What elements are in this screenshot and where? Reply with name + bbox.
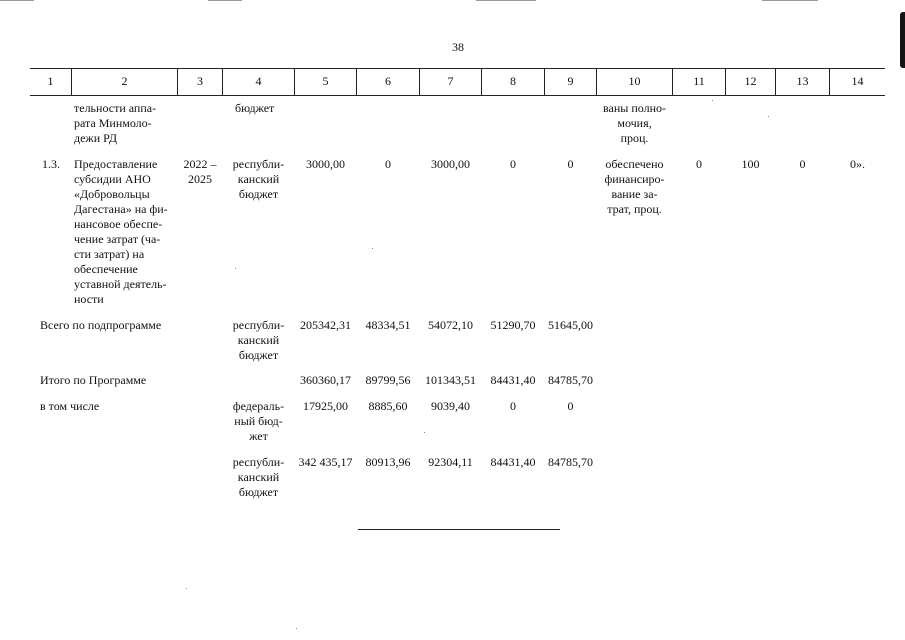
column-header: 13	[796, 74, 809, 88]
item-value-col8: 0	[510, 157, 516, 171]
column-header: 4	[255, 74, 262, 88]
item-value-col6: 0	[385, 157, 391, 171]
scan-edge-line	[208, 0, 242, 1]
subprogram-budget-source: республи- канский бюджет	[232, 318, 285, 362]
continuation-description: тельности аппа- рата Минмоло- дежи РД	[74, 101, 157, 145]
item-value-col9: 0	[567, 157, 574, 171]
column-header: 7	[447, 74, 454, 88]
scan-speck	[235, 268, 236, 269]
republic-value-col7: 92304,11	[428, 455, 473, 469]
scan-speck	[186, 588, 187, 589]
item-budget-source: республи- канский бюджет	[232, 157, 285, 201]
scan-edge-line	[762, 0, 818, 1]
column-header: 10	[628, 74, 641, 88]
column-header: 14	[851, 74, 864, 88]
column-header: 5	[322, 74, 329, 88]
federal-value-col7: 9039,40	[431, 399, 470, 413]
subprogram-value-col7: 54072,10	[428, 318, 473, 332]
federal-value-col8: 0	[510, 399, 516, 413]
subprogram-value-col5: 205342,31	[300, 318, 351, 332]
program-value-col5: 360360,17	[300, 373, 351, 387]
column-header: 2	[121, 74, 128, 88]
federal-value-col9: 0	[567, 399, 574, 413]
subprogram-value-col8: 51290,70	[490, 318, 536, 332]
table-header-bottom-rule	[30, 95, 885, 96]
program-value-col6: 89799,56	[365, 373, 411, 387]
item-value-col14: 0».	[850, 157, 865, 171]
program-value-col7: 101343,51	[425, 373, 476, 387]
scan-speck	[296, 628, 297, 629]
item-period: 2022 – 2025	[183, 157, 217, 186]
program-total-label: Итого по Программе	[40, 373, 147, 387]
including-label: в том числе	[40, 399, 100, 413]
column-header: 6	[385, 74, 391, 88]
program-value-col9: 84785,70	[548, 373, 593, 387]
item-value-col5: 3000,00	[306, 157, 345, 171]
scan-speck	[768, 116, 769, 117]
item-indicator: обеспечено финансиро- вание за- трат, проц.	[604, 157, 665, 216]
column-header: 1	[47, 74, 54, 88]
item-description: Предоставление субсидии АНО «Добровольцы Дагестана» на фи- нансовое обеспе- чение затрат (ча- сти затрат) на обеспечение уставной деятель- ности	[74, 157, 168, 306]
scan-speck	[424, 432, 425, 433]
item-value-col11: 0	[696, 157, 702, 171]
column-header: 11	[693, 74, 705, 88]
republic-value-col8: 84431,40	[490, 455, 536, 469]
item-value-col7: 3000,00	[431, 157, 470, 171]
federal-budget-source: федераль- ный бюд- жет	[232, 399, 285, 443]
scan-edge-mark	[900, 12, 905, 68]
item-value-col13: 0	[799, 157, 806, 171]
subprogram-value-col6: 48334,51	[365, 318, 411, 332]
subprogram-value-col9: 51645,00	[548, 318, 593, 332]
scan-speck	[372, 248, 373, 249]
federal-value-col6: 8885,60	[368, 399, 408, 413]
scan-edge-line	[476, 0, 536, 1]
continuation-indicator: ваны полно- мочия, проц.	[603, 101, 666, 145]
column-header: 3	[197, 74, 203, 88]
closing-rule	[358, 529, 560, 530]
republic-value-col6: 80913,96	[365, 455, 411, 469]
scan-edge-line	[0, 0, 34, 1]
subprogram-total-label: Всего по подпрограмме	[40, 318, 162, 332]
continuation-budget: бюджет	[235, 101, 275, 115]
page-number: 38	[452, 40, 464, 54]
federal-value-col5: 17925,00	[303, 399, 348, 413]
republic-value-col5: 342 435,17	[298, 455, 353, 469]
column-header: 9	[567, 74, 574, 88]
item-number: 1.3.	[42, 157, 60, 171]
program-value-col8: 84431,40	[490, 373, 536, 387]
column-header: 8	[510, 74, 516, 88]
scan-speck	[712, 100, 713, 101]
republic-value-col9: 84785,70	[548, 455, 593, 469]
column-header: 12	[744, 74, 757, 88]
item-value-col12: 100	[741, 157, 760, 171]
republic-budget-source: республи- канский бюджет	[232, 455, 285, 499]
